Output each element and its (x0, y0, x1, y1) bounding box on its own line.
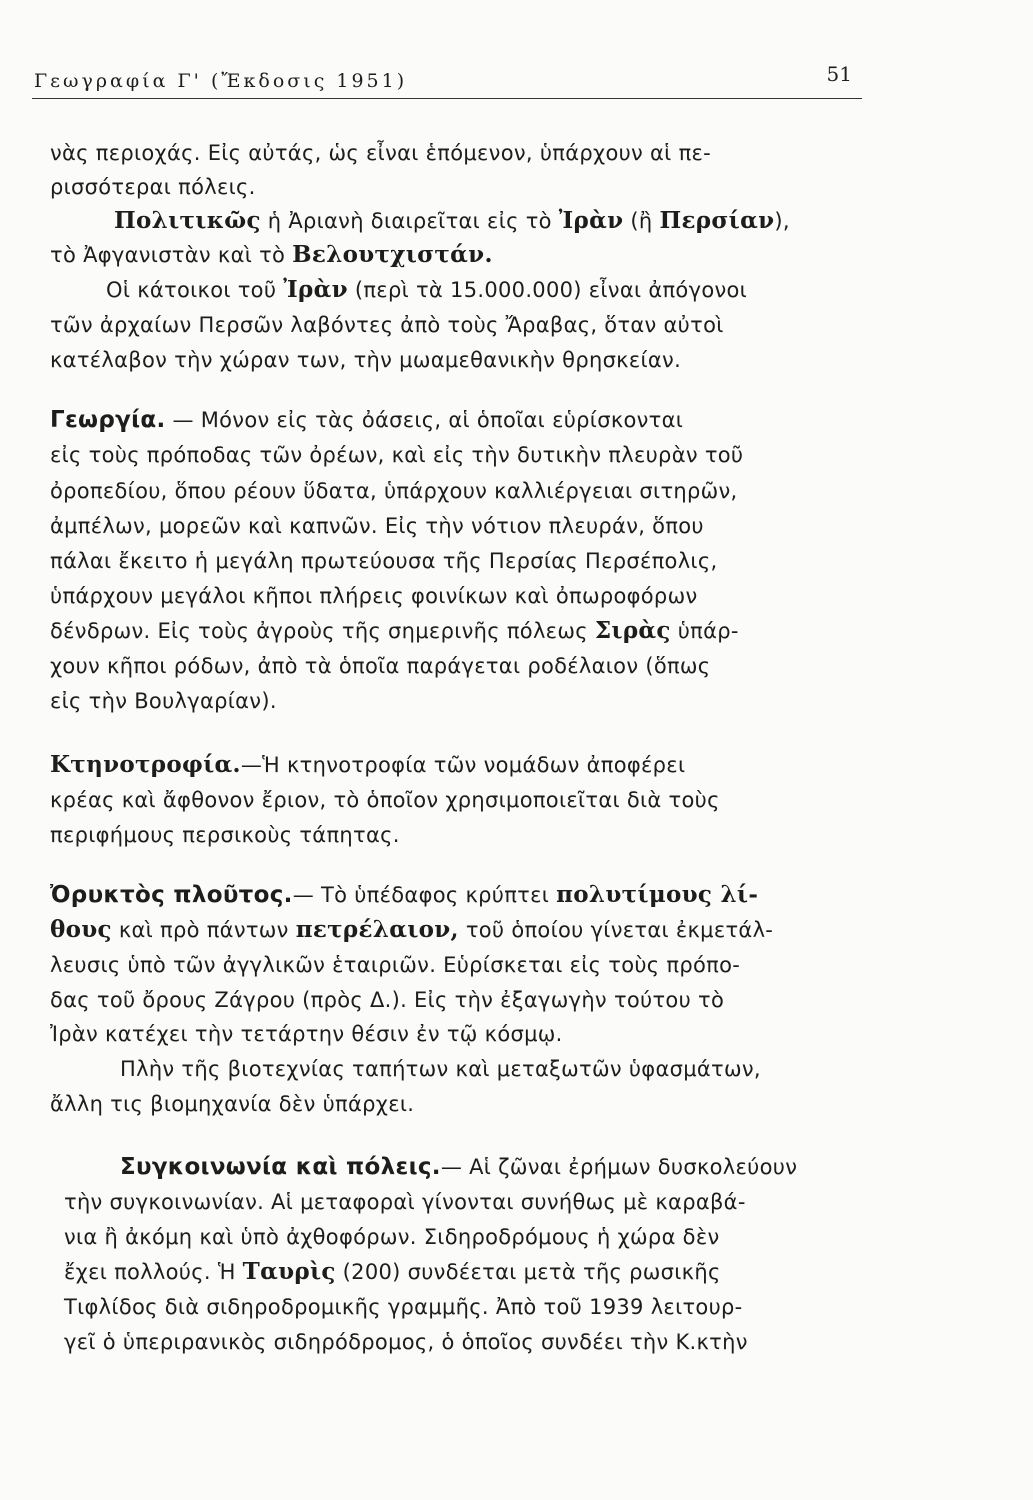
text-run: εἰς τὴν Βουλγαρίαν). (50, 689, 277, 713)
text-run: περιφήμους περσικοὺς τάπητας. (50, 823, 400, 847)
text-line (120, 1152, 866, 1182)
running-title: Γεωγραφία Γ' (Ἔκδοσις 1951) (34, 70, 408, 92)
text-line (50, 915, 866, 945)
bold-term: Βελουτχιστάν. (292, 241, 493, 268)
text-line (120, 1054, 866, 1084)
text-line (50, 138, 866, 168)
text-line (50, 616, 866, 646)
text-run: ρισσότεραι πόλεις. (50, 175, 256, 199)
text-line (50, 511, 866, 541)
text-run: Οἱ κάτοικοι τοῦ (106, 278, 277, 302)
text-run: τοῦ ὁποίου γίνεται ἐκμετάλ- (465, 918, 774, 942)
page-number: 51 (826, 62, 852, 86)
text-line (64, 1257, 866, 1287)
section-heading: Κτηνοτροφία. (50, 751, 241, 778)
text-run: ), (774, 209, 790, 233)
text-run: ἄλλη τις βιομηχανία δὲν ὑπάρχει. (50, 1092, 415, 1116)
text-line (50, 546, 866, 576)
text-line (50, 476, 866, 506)
text-line (106, 275, 866, 305)
text-line (50, 1089, 866, 1119)
text-line (50, 750, 866, 780)
text-line (50, 310, 866, 340)
text-run: ἔχει πολλούς. Ἡ (64, 1260, 236, 1284)
bold-term: Ἰρὰν (283, 276, 348, 303)
text-run: νὰς περιοχάς. Εἰς αὐτάς, ὡς εἶναι ἑπόμενον, ὑπάρχουν αἱ πε- (50, 141, 712, 165)
text-line (50, 240, 866, 270)
text-line (64, 1187, 866, 1217)
text-run: — Μόνον εἰς τὰς ὀάσεις, αἱ ὁποῖαι εὑρίσκονται (172, 408, 684, 432)
bold-term: Σιρὰς (594, 617, 671, 644)
text-run: Ἰρὰν κατέχει τὴν τετάρτην θέσιν ἐν τῷ κόσμῳ. (50, 1022, 563, 1046)
text-run: (περὶ τὰ 15.000.000) εἶναι ἀπόγονοι (354, 278, 748, 302)
text-run: χουν κῆποι ρόδων, ἀπὸ τὰ ὁποῖα παράγεται ροδέλαιον (ὅπως (50, 654, 711, 678)
section-heading: Συγκοινωνία καὶ πόλεις. (120, 1154, 441, 1180)
text-run: λευσις ὑπὸ τῶν ἀγγλικῶν ἑταιριῶν. Εὑρίσκεται εἰς τοὺς πρόπο- (50, 953, 741, 977)
bold-term: πολυτίμους λί- (556, 881, 759, 908)
text-line (50, 1019, 866, 1049)
text-run: ἀμπέλων, μορεῶν καὶ καπνῶν. Εἰς τὴν νότιον πλευράν, ὅπου (50, 514, 704, 538)
text-line (50, 440, 866, 470)
text-run: — Τὸ ὑπέδαφος κρύπτει (292, 883, 550, 907)
section-heading: Γεωργία. (50, 407, 166, 433)
text-run: Τιφλίδος διὰ σιδηροδρομικῆς γραμμῆς. Ἀπὸ τοῦ 1939 λειτουρ- (64, 1295, 743, 1319)
text-run: κατέλαβον τὴν χώραν των, τὴν μωαμεθανικὴν θρησκείαν. (50, 348, 682, 372)
text-run: τὸ Ἀφγανιστὰν καὶ τὸ (50, 243, 286, 267)
text-run: (200) συνδέεται μετὰ τῆς ρωσικῆς (342, 1260, 721, 1284)
text-run: ὀροπεδίου, ὅπου ρέουν ὕδατα, ὑπάρχουν καλλιέργειαι σιτηρῶν, (50, 479, 738, 503)
text-run: ἡ Ἀριανὴ διαιρεῖται εἰς τὸ (267, 209, 552, 233)
text-run: γεῖ ὁ ὑπεριρανικὸς σιδηρόδρομος, ὁ ὁποῖος συνδέει τὴν Κ.κτὴν (64, 1330, 748, 1354)
text-line (64, 1222, 866, 1252)
bold-term: Περσίαν (659, 207, 775, 234)
text-run: καὶ πρὸ πάντων (118, 918, 289, 942)
text-line (50, 950, 866, 980)
bold-term: Ταυρὶς (242, 1258, 336, 1285)
text-line (50, 405, 866, 435)
text-line (64, 1327, 866, 1357)
text-run: τῶν ἀρχαίων Περσῶν λαβόντες ἀπὸ τοὺς Ἄραβας, ὅταν αὐτοὶ (50, 313, 724, 337)
text-run: —Ἡ κτηνοτροφία τῶν νομάδων ἀποφέρει (240, 753, 686, 777)
text-run: Πλὴν τῆς βιοτεχνίας ταπήτων καὶ μεταξωτῶν ὑφασμάτων, (120, 1057, 761, 1081)
text-run: δας τοῦ ὄρους Ζάγρου (πρὸς Δ.). Εἰς τὴν ἐξαγωγὴν τούτου τὸ (50, 988, 725, 1012)
text-run: κρέας καὶ ἄφθονον ἔριον, τὸ ὁποῖον χρησιμοποιεῖται διὰ τοὺς (50, 788, 720, 812)
text-line (64, 1292, 866, 1322)
text-line (114, 206, 866, 236)
text-run: (ἢ (630, 209, 653, 233)
text-run: δένδρων. Εἰς τοὺς ἀγροὺς τῆς σημερινῆς πόλεως (50, 619, 588, 643)
text-run: τὴν συγκοινωνίαν. Αἱ μεταφοραὶ γίνονται συνήθως μὲ καραβά- (64, 1190, 746, 1214)
bold-term: Πολιτικῶς (114, 207, 261, 234)
text-line (50, 581, 866, 611)
bold-term: πετρέλαιον, (295, 916, 459, 943)
page-header (32, 58, 862, 99)
bold-term: θους (50, 916, 112, 943)
text-run: ὑπάρ- (677, 619, 739, 643)
bold-term: Ἰρὰν (558, 207, 624, 234)
text-run: νια ἢ ἀκόμη καὶ ὑπὸ ἀχθοφόρων. Σιδηροδρόμους ἡ χώρα δὲν (64, 1225, 720, 1249)
text-line (50, 686, 866, 716)
section-heading: Ὀρυκτὸς πλοῦτος. (50, 882, 293, 908)
text-line (50, 345, 866, 375)
text-line (50, 785, 866, 815)
text-run: εἰς τοὺς πρόποδας τῶν ὀρέων, καὶ εἰς τὴν δυτικὴν πλευρὰν τοῦ (50, 443, 744, 467)
text-run: — Αἱ ζῶναι ἐρήμων δυσκολεύουν (440, 1155, 798, 1179)
text-line (50, 880, 866, 910)
text-run: πάλαι ἔκειτο ἡ μεγάλη πρωτεύουσα τῆς Περσίας Περσέπολις, (50, 549, 718, 573)
text-line (50, 985, 866, 1015)
text-run: ὑπάρχουν μεγάλοι κῆποι πλήρεις φοινίκων καὶ ὀπωροφόρων (50, 584, 698, 608)
text-line (50, 172, 866, 202)
text-line (50, 651, 866, 681)
text-line (50, 820, 866, 850)
